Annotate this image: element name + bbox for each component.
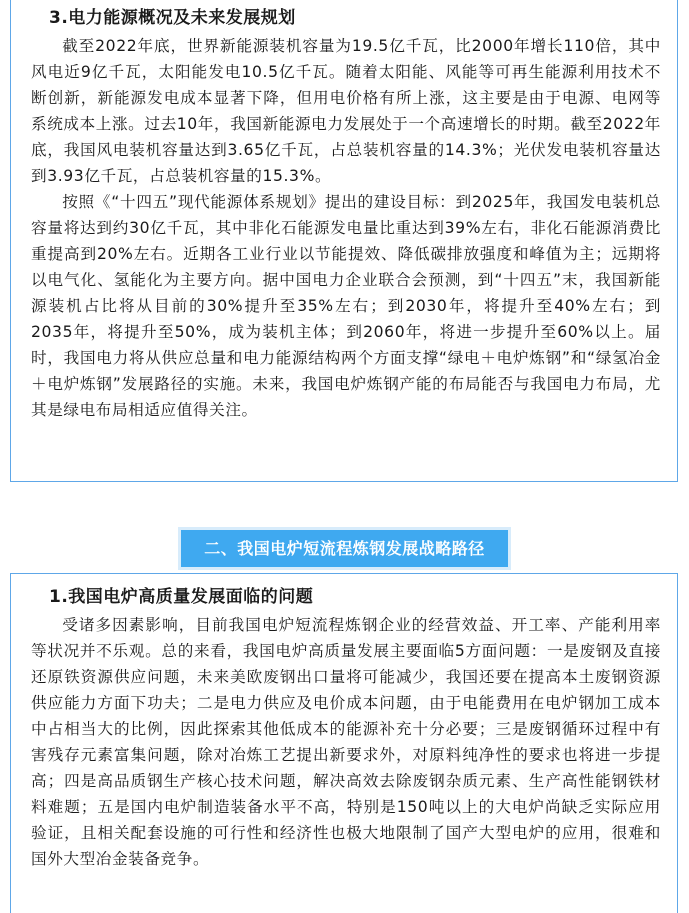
section-3-paragraph-2: 按照《“十四五”现代能源体系规划》提出的建设目标：到2025年，我国发电装机总容量将达到约30亿千瓦，其中非化石能源发电量比重达到39%左右，非化石能源消费比重提高到20%左右。近期各工业行业以节能提效、降低碳排放强度和峰值为主；远期将以电气化、氢能化为主要方向。据中国电力企业联合会预测，到“十四五”末，我国新能源装机占比将从目前的30%提升至35%左右；到2030年，将提升至40%左右；到2035年，将提升至50%，成为装机主体；到2060年，将进一步提升至60%以上。届时，我国电力将从供应总量和电力能源结构两个方面支撑“绿电＋电炉炼钢”和“绿氢冶金＋电炉炼钢”发展路径的实施。未来，我国电炉炼钢产能的布局能否与我国电力布局，尤其是绿电布局相适应值得关注。 — [31, 193, 661, 419]
section-3-heading: 3.电力能源概况及未来发展规划 — [49, 8, 296, 28]
section-1-heading: 1.我国电炉高质量发展面临的问题 — [49, 587, 314, 607]
section-1-box — [10, 573, 678, 913]
section-1-paragraph-1: 受诸多因素影响，目前我国电炉短流程炼钢企业的经营效益、开工率、产能利用率等状况并不乐观。总的来看，我国电炉高质量发展主要面临5方面问题：一是废钢及直接还原铁资源供应问题，未来美欧废钢出口量将可能减少，我国还要在提高本土废钢资源供应能力方面下功夫；二是电力供应及电价成本问题，由于电能费用在电炉钢加工成本中占相当大的比例，因此探索其他低成本的能源补充十分必要；三是废钢循环过程中有害残存元素富集问题，除对冶炼工艺提出新要求外，对原料纯净性的要求也将进一步提高；四是高品质钢生产核心技术问题，解决高效去除废钢杂质元素、生产高性能钢铁材料难题；五是国内电炉制造装备水平不高，特别是150吨以上的大电炉尚缺乏实际应用验证，且相关配套设施的可行性和经济性也极大地限制了国产大型电炉的应用，很难和国外大型冶金装备竞争。 — [31, 616, 661, 868]
section-3-box — [10, 0, 678, 482]
chapter-2-banner: 二、我国电炉短流程炼钢发展战略路径 — [181, 530, 508, 567]
section-3-paragraph-1: 截至2022年底，世界新能源装机容量为19.5亿千瓦，比2000年增长110倍，其中风电近9亿千瓦，太阳能发电10.5亿千瓦。随着太阳能、风能等可再生能源利用技术不断创新，新能源发电成本显著下降，但用电价格有所上涨，这主要是由于电源、电网等系统成本上涨。过去10年，我国新能源电力发展处于一个高速增长的时期。截至2022年底，我国风电装机容量达到3.65亿千瓦，占总装机容量的14.3%；光伏发电装机容量达到3.93亿千瓦，占总装机容量的15.3%。 — [31, 37, 661, 185]
